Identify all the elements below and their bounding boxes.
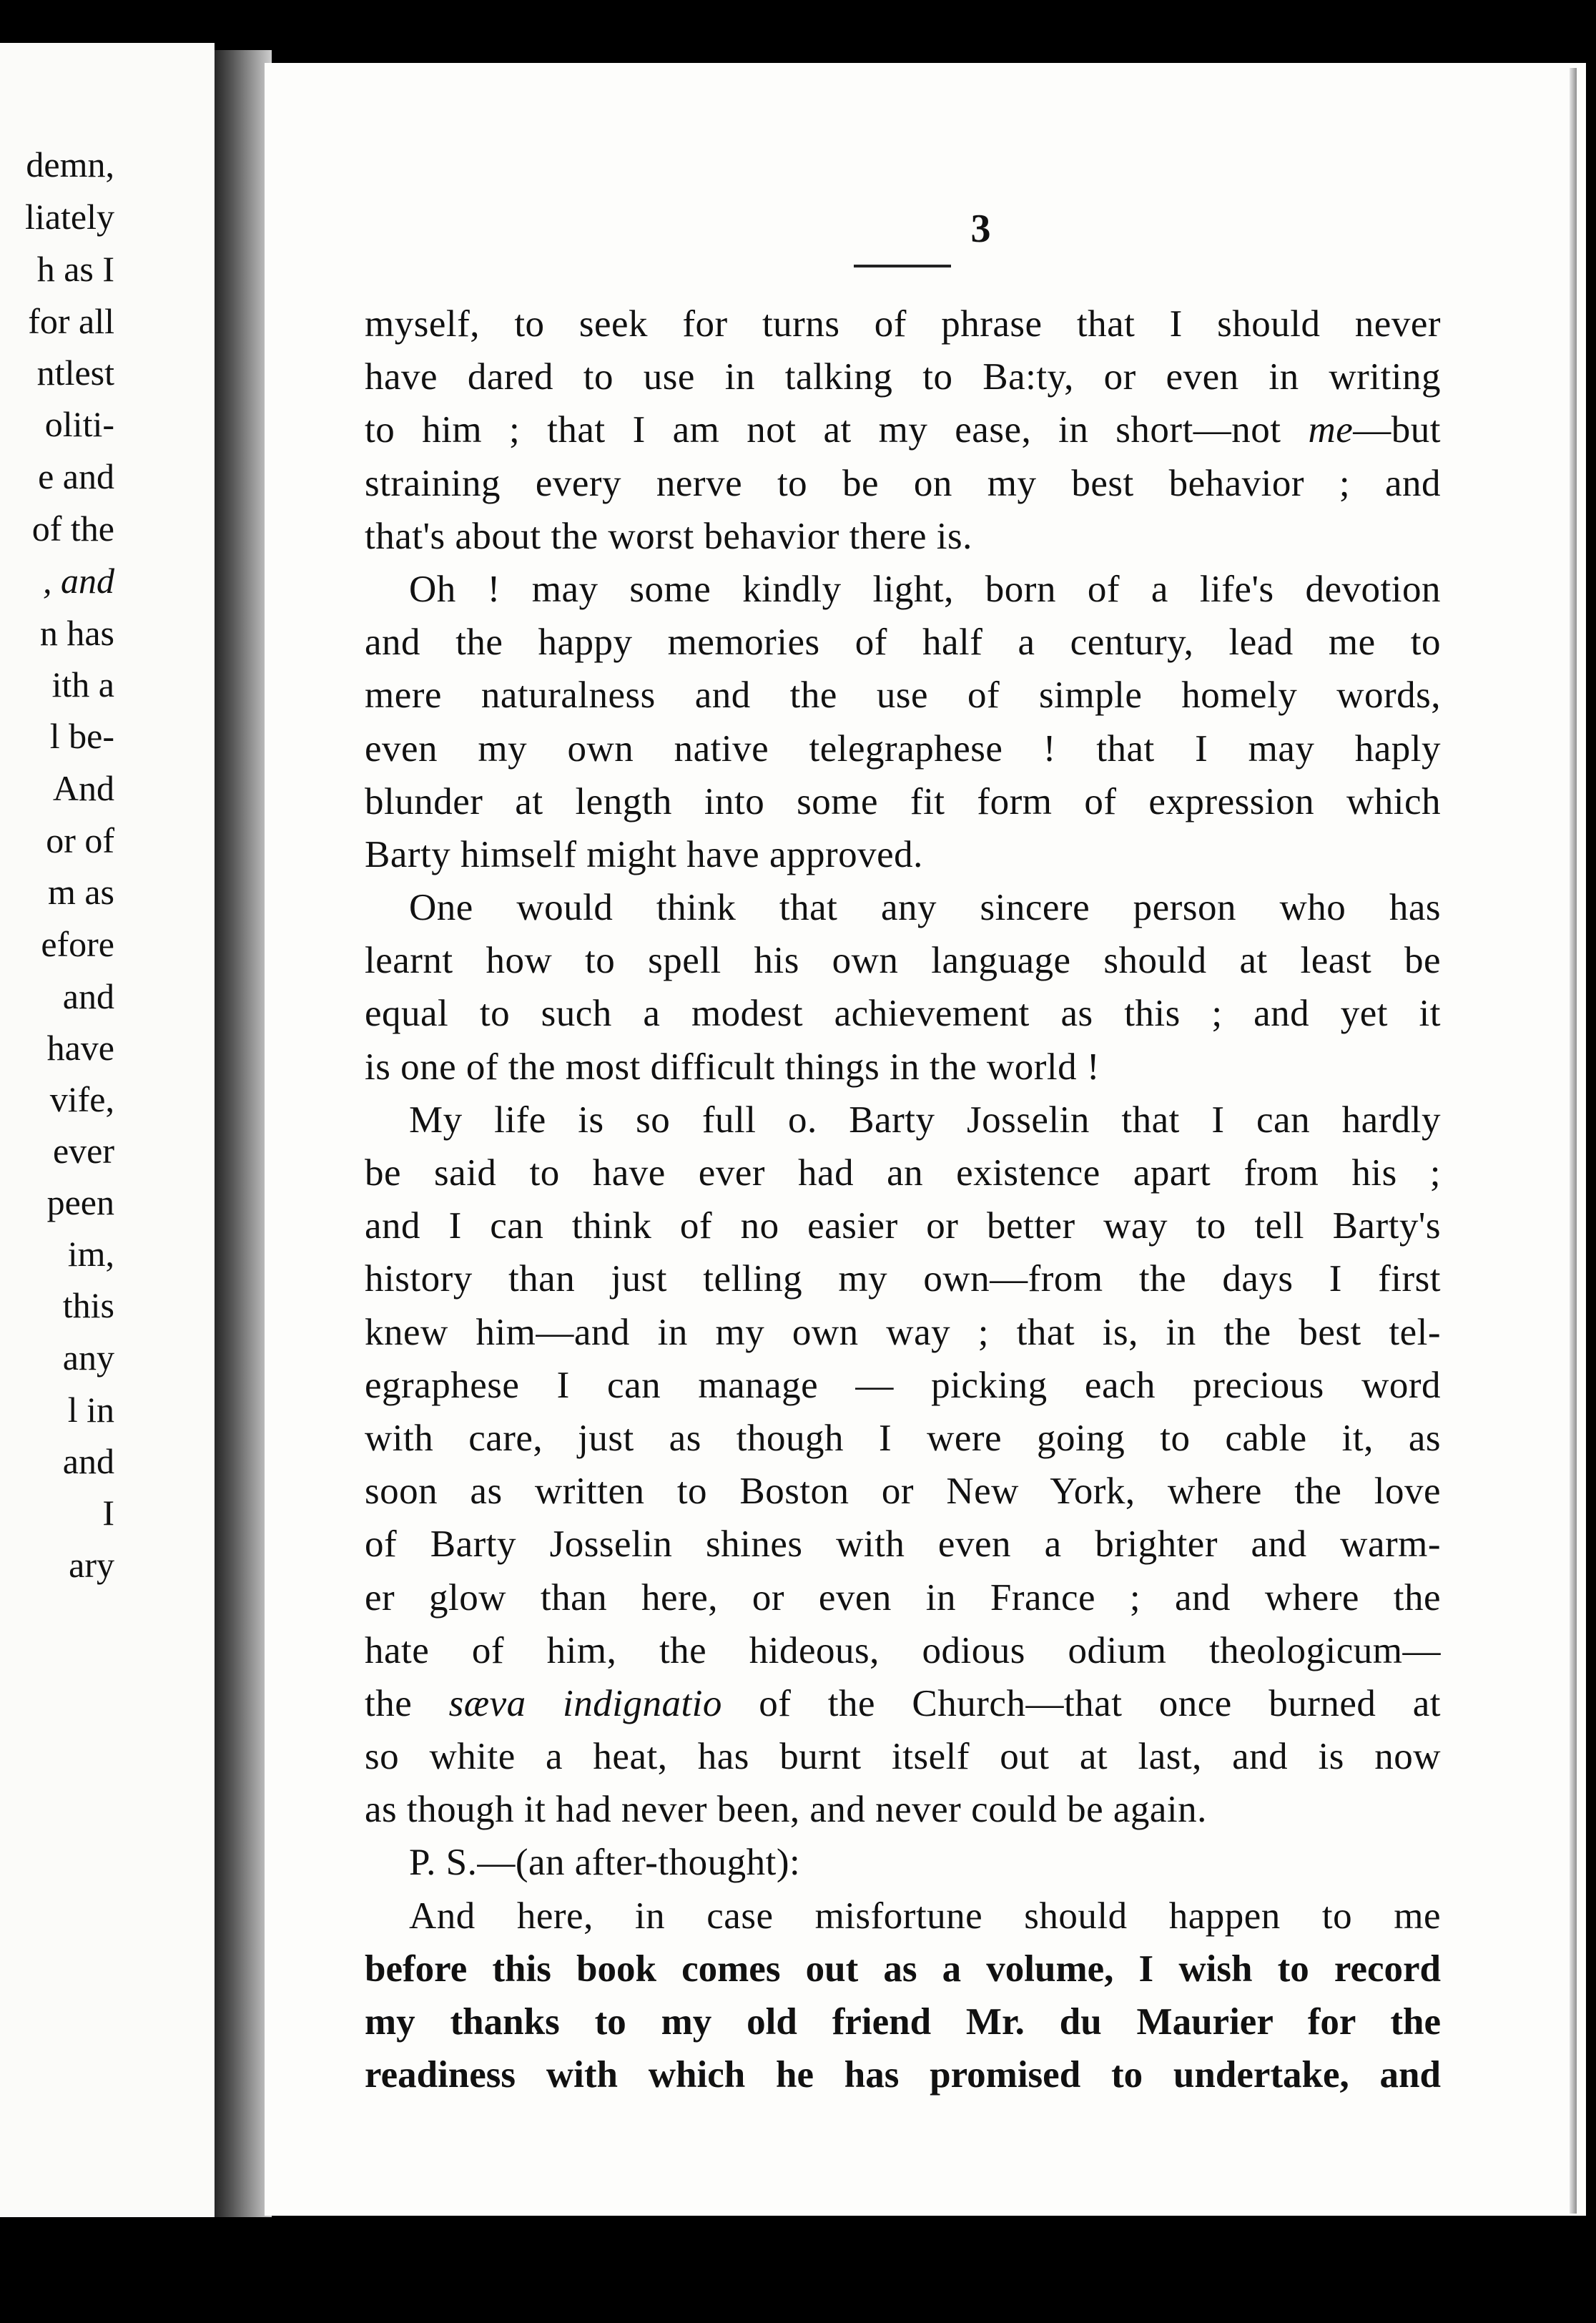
left-page-line: oliti- (44, 404, 114, 444)
text-run: be said to have ever had an existence apart from his ; (365, 1152, 1441, 1194)
text-line (365, 1465, 1441, 1518)
text-line (365, 934, 1441, 987)
text-line (365, 1730, 1441, 1783)
left-page-line: e and (38, 456, 114, 496)
text-line (365, 1783, 1441, 1836)
text-run: Oh ! may some kindly light, born of a life's devotion (409, 568, 1441, 610)
text-run: blunder at length into some fit form of expression which (365, 780, 1441, 822)
left-page-line: of the (31, 509, 114, 549)
left-page-line: im, (67, 1234, 114, 1274)
text-line (365, 1146, 1441, 1199)
body-text (365, 298, 1441, 2101)
text-line (365, 1041, 1441, 1094)
text-line (365, 457, 1441, 510)
text-run: have dared to use in talking to Ba:ty, or even in writing (365, 356, 1441, 398)
left-page-line: for all (28, 301, 114, 341)
italic-phrase: sæva indignatio (448, 1682, 722, 1724)
left-page-line: any (62, 1337, 114, 1377)
text-line (365, 775, 1441, 828)
text-line (365, 722, 1441, 775)
text-run: er glow than here, or even in France ; and where the (365, 1576, 1441, 1619)
text-run: so white a heat, has burnt itself out at last, and is now (365, 1736, 1441, 1778)
text-line (365, 669, 1441, 722)
text-line (365, 1571, 1441, 1624)
text-line (365, 881, 1441, 934)
text-run: P. S.—(an after-thought): (409, 1842, 801, 1884)
left-page-line: And (52, 768, 114, 808)
left-page-line: ith a (51, 664, 114, 704)
text-line (365, 563, 1441, 616)
text-line (365, 1412, 1441, 1465)
text-run: that's about the worst behavior there is. (365, 515, 972, 557)
text-run: with care, just as though I were going to cable it, as (365, 1417, 1441, 1459)
text-run: One would think that any sincere person who has (409, 887, 1441, 929)
text-line (365, 1836, 1441, 1889)
text-run: straining every nerve to be on my best behavior ; and (365, 462, 1441, 504)
left-page-line: peen (46, 1182, 114, 1222)
italic-phrase: me (1308, 409, 1354, 451)
text-run: history than just telling my own—from the days I first (365, 1258, 1441, 1300)
text-run: knew him—and in my own way ; that is, in the best tel- (365, 1311, 1441, 1353)
text-line (365, 1359, 1441, 1412)
text-line (365, 1890, 1441, 1943)
page-number: 3 (970, 207, 991, 251)
left-page-line: ever (52, 1131, 114, 1171)
text-line (365, 2048, 1441, 2101)
page-edge (1570, 68, 1577, 2214)
text-line (365, 1624, 1441, 1677)
text-run: is one of the most difficult things in the world ! (365, 1046, 1100, 1088)
left-page-line: l in (67, 1390, 114, 1430)
text-line (365, 828, 1441, 881)
right-page (265, 63, 1586, 2216)
text-line (365, 298, 1441, 350)
text-line (365, 1094, 1441, 1146)
text-run: learnt how to spell his own language should at least be (365, 940, 1441, 982)
page-number-rule (854, 265, 951, 267)
text-run: equal to such a modest achievement as this ; and yet it (365, 993, 1441, 1035)
text-run: readiness with which he has promised to undertake, and (365, 2054, 1441, 2096)
left-facing-page (0, 43, 215, 2217)
text-line (365, 350, 1441, 403)
text-line (365, 616, 1441, 669)
left-page-line: and (62, 1441, 114, 1481)
text-run: and the happy memories of half a century, lead me to (365, 622, 1441, 664)
text-run: mere naturalness and the use of simple homely words, (365, 674, 1441, 717)
left-page-line: , and (43, 561, 114, 601)
left-page-line: this (62, 1285, 114, 1325)
text-line (365, 1995, 1441, 2048)
text-run: to him ; that I am not at my ease, in short—not (365, 409, 1309, 451)
left-page-line: and (62, 976, 114, 1016)
text-run: And here, in case misfortune should happen to me (409, 1895, 1441, 1937)
text-run: egraphese I can manage — picking each precious word (365, 1364, 1441, 1406)
text-run: myself, to seek for turns of phrase that I should never (365, 303, 1441, 345)
left-page-line: liately (25, 197, 114, 237)
left-page-line: demn, (26, 144, 114, 185)
left-page-line: ntlest (36, 353, 114, 393)
text-line (365, 510, 1441, 563)
left-page-line: or of (46, 820, 114, 860)
text-run: Barty himself might have approved. (365, 833, 923, 875)
text-run: of Barty Josselin shines with even a brighter and warm- (365, 1523, 1441, 1566)
text-run: before this book comes out as a volume, I wish to record (365, 1948, 1441, 1990)
text-run: hate of him, the hideous, odious odium theologicum— (365, 1629, 1441, 1671)
text-line (365, 1518, 1441, 1571)
text-run: the (365, 1682, 449, 1724)
text-run: —but (1353, 409, 1441, 451)
text-run: of the Church—that once burned at (721, 1682, 1441, 1724)
text-line (365, 1943, 1441, 1995)
text-line (365, 1306, 1441, 1359)
binding-gutter (215, 50, 272, 2217)
text-run: My life is so full o. Barty Josselin that I can hardly (409, 1099, 1441, 1141)
left-page-line: h as I (36, 249, 114, 289)
text-line (365, 1677, 1441, 1730)
text-run: and I can think of no easier or better way to tell Barty's (365, 1205, 1441, 1247)
text-line (365, 1252, 1441, 1305)
text-run: even my own native telegraphese ! that I may haply (365, 727, 1441, 770)
left-page-line: I (102, 1493, 114, 1533)
left-page-line: efore (41, 924, 114, 964)
text-line (365, 403, 1441, 456)
text-run: soon as written to Boston or New York, where the love (365, 1470, 1441, 1513)
text-line (365, 1199, 1441, 1252)
left-page-line: m as (47, 872, 114, 912)
text-run: my thanks to my old friend Mr. du Maurier for the (365, 2001, 1441, 2043)
left-page-line: vife, (49, 1079, 114, 1119)
left-page-line: l be- (49, 716, 114, 756)
left-page-line: n has (39, 613, 114, 653)
text-run: as though it had never been, and never could be again. (365, 1789, 1207, 1831)
left-page-line: have (46, 1028, 114, 1068)
text-line (365, 987, 1441, 1040)
left-page-line: ary (69, 1545, 114, 1585)
